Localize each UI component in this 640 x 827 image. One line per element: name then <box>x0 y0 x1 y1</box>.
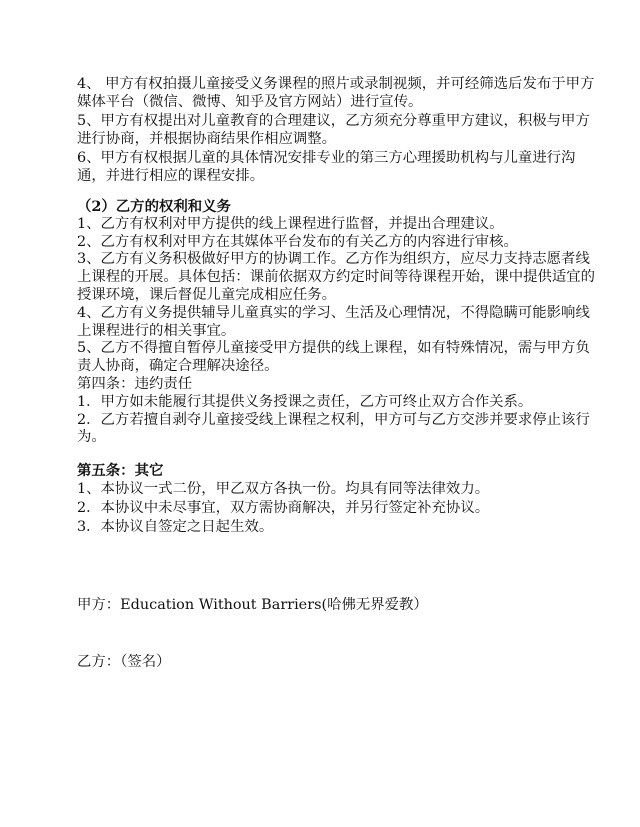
text-line: 2、乙方有权利对甲方在其媒体平台发布的有关乙方的内容进行审核。 <box>77 233 518 250</box>
text-line: 1、本协议一式二份，甲乙双方各执一份。均具有同等法律效力。 <box>77 481 490 497</box>
party-a-rights-list <box>77 75 595 185</box>
article-4-heading: 第四条：违约责任 <box>77 375 193 392</box>
text-line: 授课环境，课后督促儿童完成相应任务。 <box>77 286 337 303</box>
party-b-section <box>77 198 596 447</box>
text-line: 责人协商，确定合理解决途径。 <box>77 358 279 375</box>
article-5-section <box>77 461 577 537</box>
text-line: 通，并进行相应的课程安排。 <box>77 167 265 184</box>
text-line: 3．本协议自签定之日起生效。 <box>77 519 274 535</box>
text-line: 1．甲方如未能履行其提供义务授课之责任，乙方可终止双方合作关系。 <box>77 393 533 410</box>
text-line: 2．本协议中未尽事宜，双方需协商解决，并另行签定补充协议。 <box>77 500 490 516</box>
party-a-label: 甲方：Education Without Barriers(哈佛无界爱教） <box>77 597 428 613</box>
text-line: 5、乙方不得擅自暂停儿童接受甲方提供的线上课程，如有特殊情况，需与甲方负 <box>77 340 590 357</box>
text-line: 5、甲方有权提出对儿童教育的合理建议，乙方须充分尊重甲方建议，积极与甲方 <box>77 112 590 129</box>
text-line: 为。 <box>77 429 106 446</box>
text-line: 4、乙方有义务提供辅导儿童真实的学习、生活及心理情况，不得隐瞒可能影响线 <box>77 304 590 321</box>
text-line: 6、甲方有权根据儿童的具体情况安排专业的第三方心理援助机构与儿童进行沟 <box>77 149 576 166</box>
party-b-label: 乙方：（签名） <box>77 654 171 670</box>
text-line: 上课程的开展。具体包括：课前依据双方约定时间等待课程开始，课中提供适宜的 <box>77 269 596 286</box>
party-a-signature <box>77 596 577 615</box>
text-line: 4、 甲方有权拍摄儿童接受义务课程的照片或录制视频，并可经筛选后发布于甲方 <box>77 76 595 92</box>
text-line: 2．乙方若擅自剥夺儿童接受线上课程之权利，甲方可与乙方交涉并要求停止该行 <box>77 411 590 428</box>
text-line: 媒体平台（微信、微博、知乎及官方网站）进行宣传。 <box>77 94 423 111</box>
article-5-heading: 第五条：其它 <box>77 462 164 479</box>
text-line: 进行协商，并根据协商结果作相应调整。 <box>77 131 337 148</box>
section-heading: （2）乙方的权利和义务 <box>77 198 231 215</box>
text-line: 1、乙方有权利对甲方提供的线上课程进行监督，并提出合理建议。 <box>77 215 504 232</box>
party-b-signature <box>77 653 577 672</box>
text-line: 上课程进行的相关事宜。 <box>77 322 236 339</box>
text-line: 3、乙方有义务积极做好甲方的协调工作。乙方作为组织方，应尽力支持志愿者线 <box>77 251 590 268</box>
